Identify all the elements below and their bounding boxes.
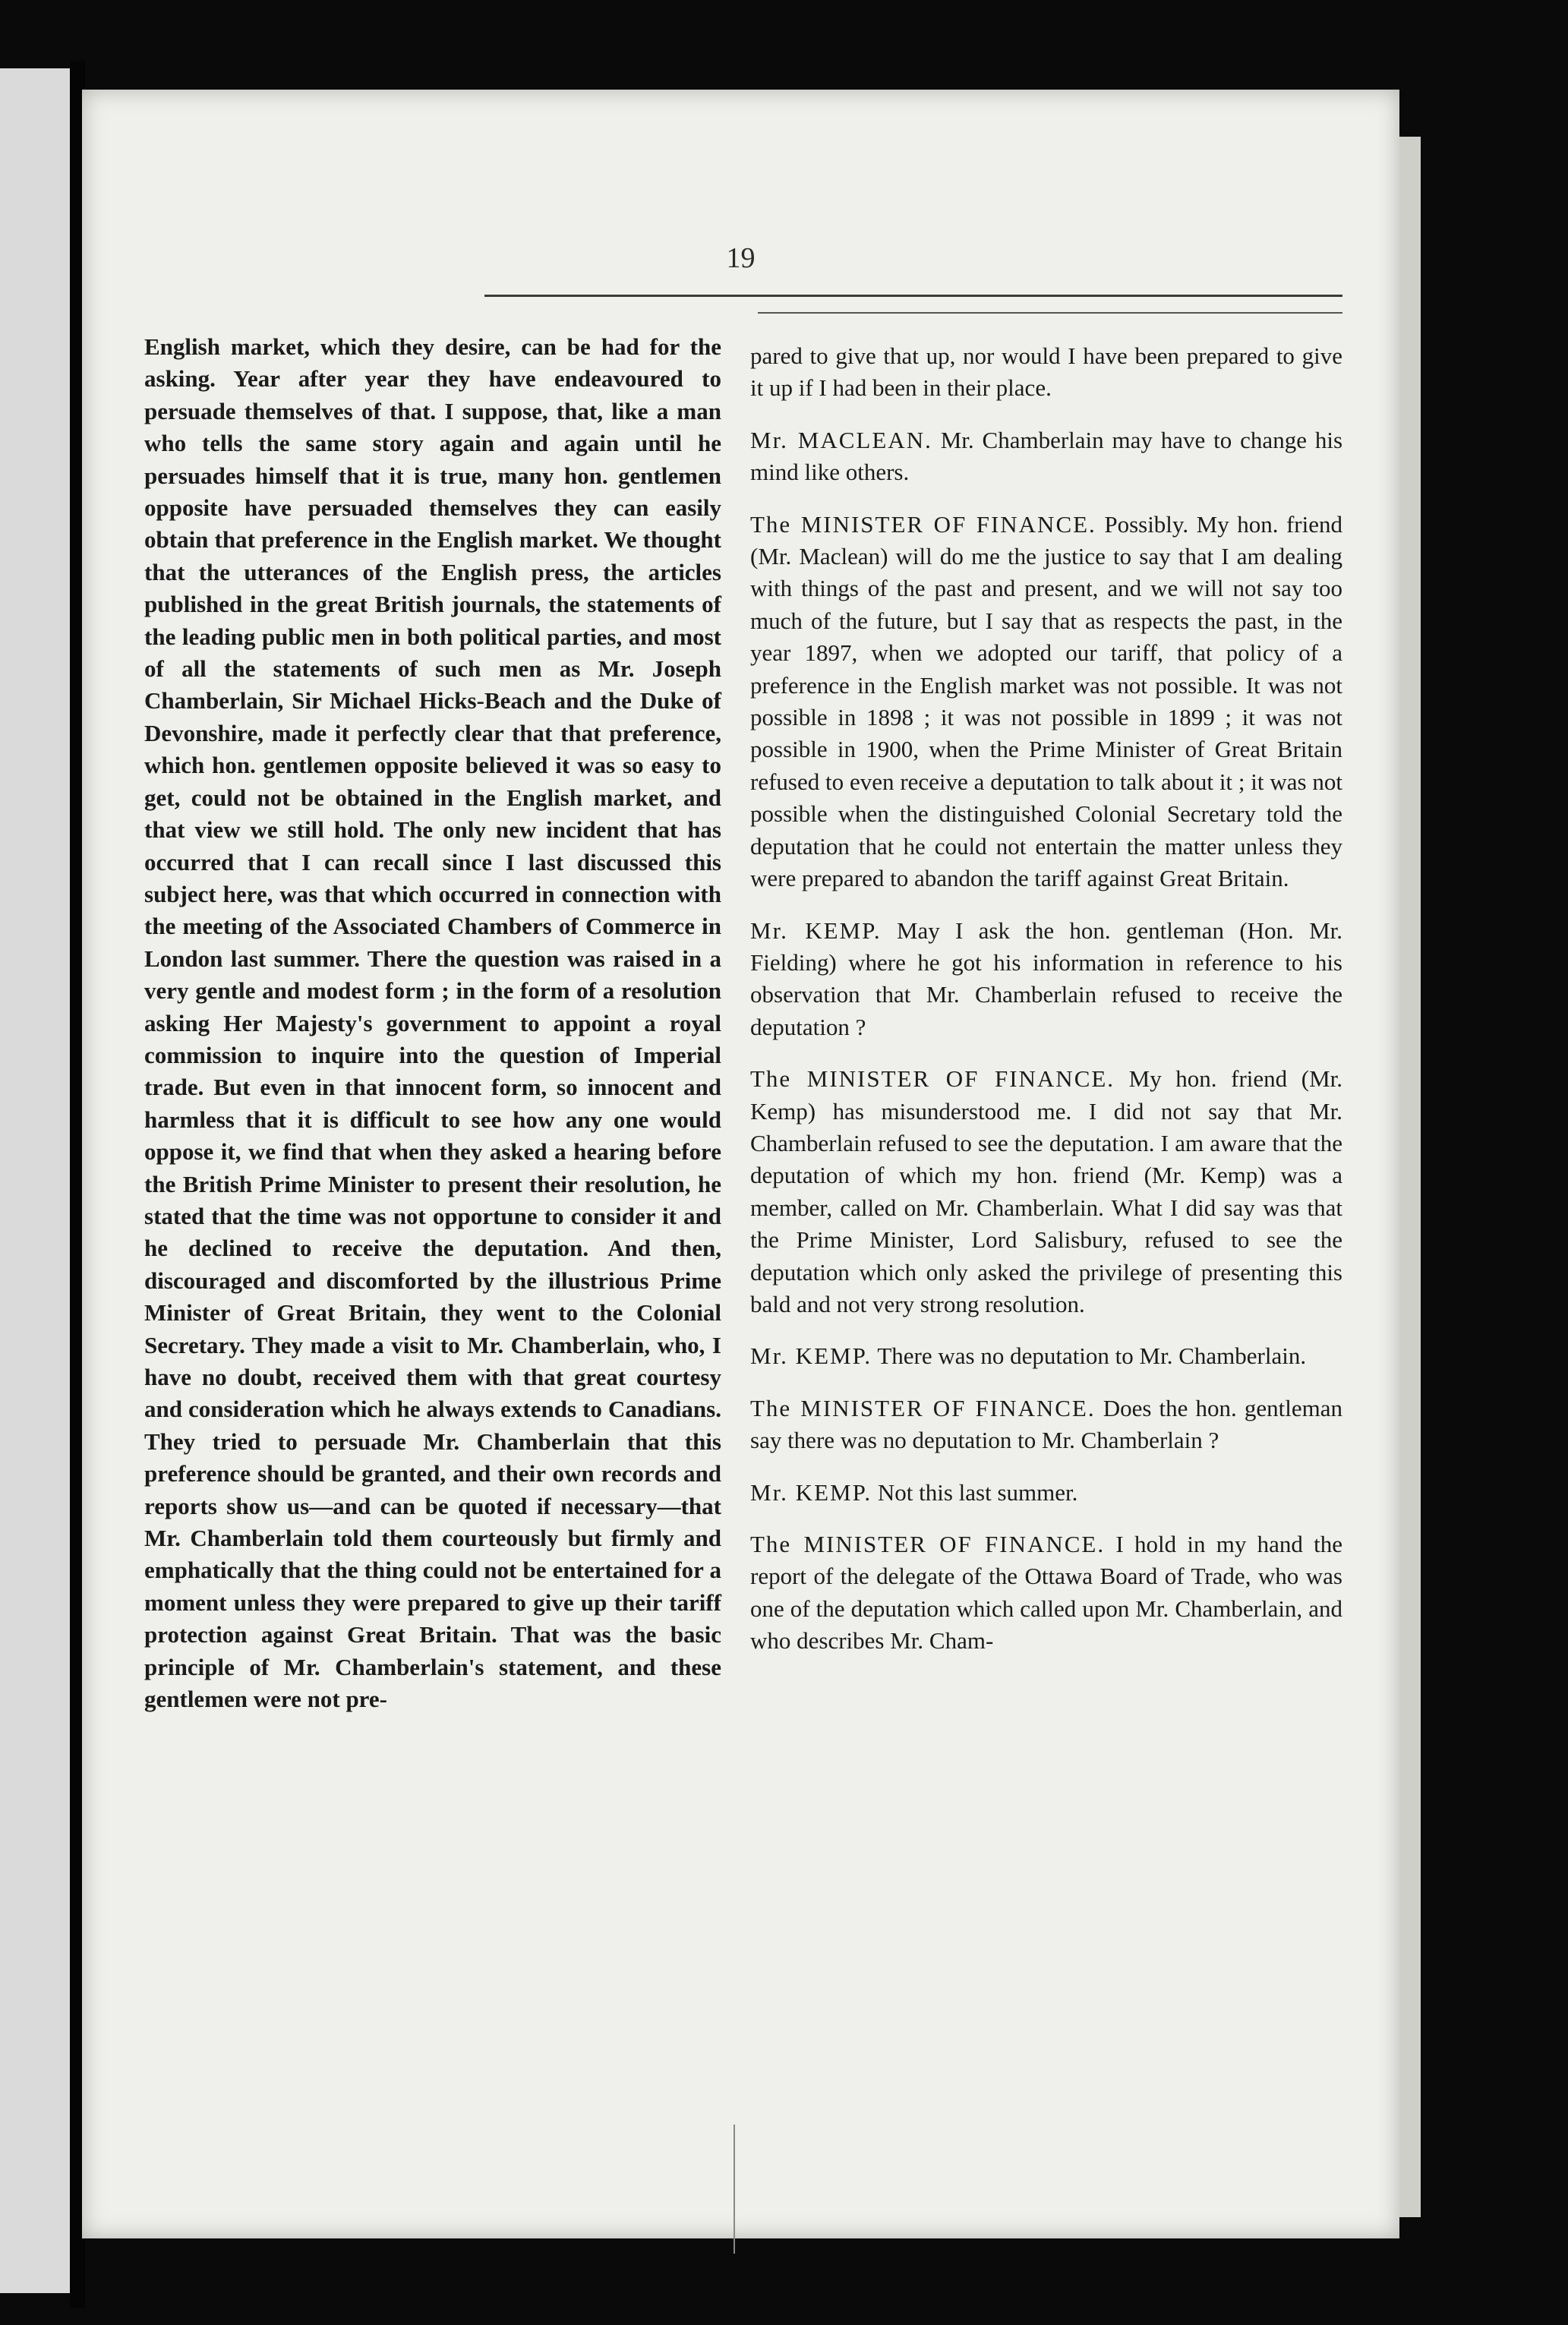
- speaker-name: Mr. KEMP.: [750, 1478, 872, 1506]
- speaker-name: Mr. KEMP.: [750, 1342, 872, 1370]
- next-page-edge: [1399, 137, 1421, 2217]
- speaker-name: The MINISTER OF FINANCE.: [750, 510, 1096, 538]
- previous-page-edge: [0, 68, 70, 2293]
- speech-text: Possibly. My hon. friend (Mr. Maclean) will do me the justice to say that I am dealing with things of the past and present, and we will not say too much of the future, but I say that as respects the past, in the year 1897, when we adopted our tariff, that policy of a preference in the English market was not possible. It was not possible in 1898 ; it was not possible in 1899 ; it was not possible in 1900, when the Prime Minister of Great Britain refused to even receive a deputation to talk about it ; it was not possible when the distinguished Colonial Secretary told the deputation that he could not entertain the matter unless they were prepared to abandon the tariff against Great Britain.: [750, 510, 1342, 892]
- speech-paragraph: [750, 424, 1342, 489]
- speaker-name: The MINISTER OF FINANCE.: [750, 1394, 1096, 1421]
- speaker-name: Mr. MACLEAN.: [750, 426, 932, 453]
- speech-text: Mr. Chamberlain may have to change his mind like others.: [750, 426, 1343, 486]
- speech-paragraph: [750, 1528, 1342, 1658]
- header-rule: [484, 295, 1342, 297]
- speech-text: May I ask the hon. gentleman (Hon. Mr. Fielding) where he got his information in reference to his observation that Mr. Chamberlain refused to receive the deputation ?: [750, 916, 1342, 1040]
- speaker-name: Mr. KEMP.: [750, 916, 882, 944]
- continued-paragraph: [750, 340, 1342, 405]
- speech-paragraph: [750, 1063, 1342, 1320]
- page-number: 19: [726, 242, 756, 274]
- column-divider: [734, 2125, 735, 2254]
- speaker-name: The MINISTER OF FINANCE.: [750, 1531, 1106, 1557]
- speaker-name: The MINISTER OF FINANCE.: [750, 1065, 1115, 1093]
- speech-text: I hold in my hand the report of the delegate of the Ottawa Board of Trade, who was one of the deputation which called upon Mr. Chamberlain, and who describes Mr. Cham-: [750, 1531, 1342, 1655]
- speech-paragraph: [750, 1340, 1342, 1372]
- speech-paragraph: [750, 509, 1342, 895]
- right-column: [750, 340, 1342, 1677]
- speech-text: Not this last summer.: [877, 1478, 1078, 1506]
- speech-paragraph: [750, 1477, 1342, 1509]
- speech-paragraph: [750, 915, 1342, 1044]
- left-column: [144, 331, 721, 1715]
- left-column-paragraph: English market, which they desire, can be had for the asking. Year after year they have endeavoured to persuade themselves of that. I suppose, that, like a man who tells the same story again and again until he persuades himself that it is true, many hon. gentlemen opposite have persuaded themselves they can easily obtain that preference in the English market. We thought that the utterances of the English press, the articles published in the great British journals, the statements of the leading public men in both political parties, and most of all the statements of such men as Mr. Joseph Chamberlain, Sir Michael Hicks-Beach and the Duke of Devonshire, made it perfectly clear that that preference, which hon. gentlemen opposite believed it was so easy to get, could not be obtained in the English market, and that view we still hold. The only new incident that has occurred that I can recall since I last discussed this subject here, was that which occurred in connection with the meeting of the Associated Chambers of Commerce in London last summer. There the question was raised in a very gentle and modest form ; in the form of a resolution asking Her Majesty's government to appoint a royal commission to inquire into the question of Imperial trade. But even in that innocent form, so innocent and harmless that it is difficult to see how any one would oppose it, we find that when they asked a hearing before the British Prime Minister to present their resolution, he stated that the time was not opportune to consider it and he declined to receive the deputation. And then, discouraged and discomforted by the illustrious Prime Minister of Great Britain, they went to the Colonial Secretary. They made a visit to Mr. Chamberlain, who, I have no doubt, received them with that great courtesy and consideration which he always extends to Canadians. They tried to persuade Mr. Chamberlain that this preference should be granted, and their own records and reports show us—and can be quoted if necessary—that Mr. Chamberlain told them courteously but firmly and emphatically that the thing could not be entertained for a moment unless they were prepared to give up their tariff protection against Great Britain. That was the basic principle of Mr. Chamberlain's statement, and these gentlemen were not pre-: [144, 333, 721, 1713]
- book-page: [82, 90, 1399, 2238]
- speech-text: Does the hon. gentleman say there was no deputation to Mr. Chamberlain ?: [750, 1394, 1342, 1454]
- speech-text: There was no deputation to Mr. Chamberlain.: [877, 1342, 1307, 1370]
- header-rule-secondary: [758, 312, 1342, 314]
- speech-text: My hon. friend (Mr. Kemp) has misunderstood me. I did not say that Mr. Chamberlain refused to see the deputation. I am aware that the deputation of which my hon. friend (Mr. Kemp) was a member, called on Mr. Chamberlain. What I did say was that the Prime Minister, Lord Salisbury, refused to see the deputation which only asked the privilege of presenting this bald and not very strong resolution.: [750, 1065, 1342, 1317]
- speech-paragraph: [750, 1393, 1342, 1457]
- paragraph-text: pared to give that up, nor would I have been prepared to give it up if I had been in their place.: [750, 342, 1342, 402]
